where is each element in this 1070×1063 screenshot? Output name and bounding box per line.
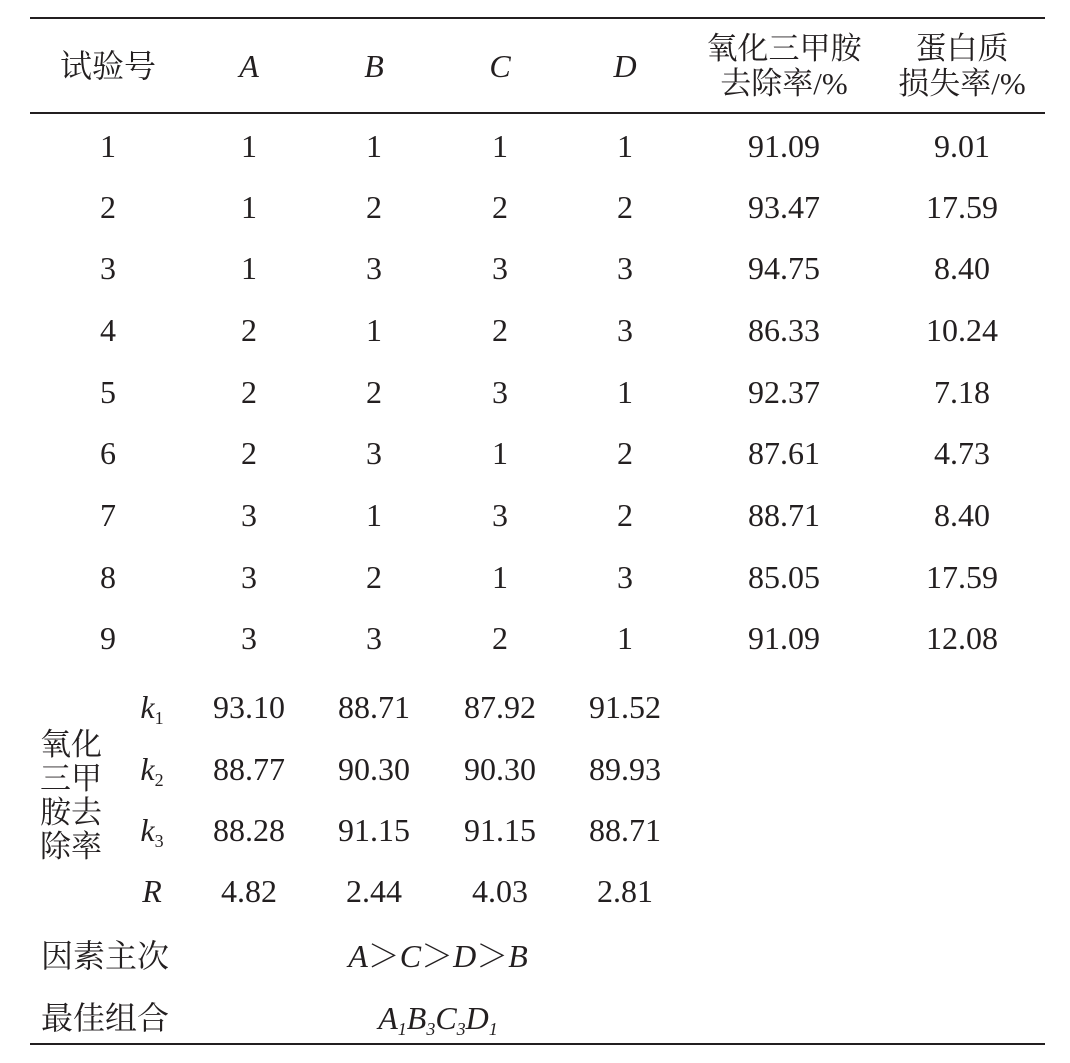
level-a-cell: 3 [241, 497, 257, 533]
level-b-cell: 1 [366, 312, 382, 348]
level-d-cell: 2 [617, 189, 633, 225]
k2-label: $k_2$ [140, 751, 164, 790]
level-c-cell: 1 [492, 559, 508, 595]
protein-loss-cell: 17.59 [926, 189, 998, 225]
level-c-cell: 1 [492, 435, 508, 471]
bottom-rule [30, 1043, 1045, 1045]
k1-label: $k_1$ [140, 689, 164, 728]
trial-no-cell: 1 [100, 128, 116, 164]
level-a-cell: 1 [241, 128, 257, 164]
tmao-removal-cell: 86.33 [748, 312, 820, 348]
factor-order-label: 因素主次 [41, 938, 170, 974]
range-value-c: 4.03 [472, 873, 528, 909]
trial-no-cell: 5 [100, 374, 116, 410]
header-protein-line1: 蛋白质 [915, 31, 1009, 66]
level-a-cell: 1 [241, 250, 257, 286]
header-tmao-line1: 氧化三甲胺 [706, 31, 862, 66]
level-b-cell: 2 [366, 559, 382, 595]
header-factor-c: C [489, 48, 511, 84]
level-a-cell: 2 [241, 435, 257, 471]
tmao-removal-cell: 91.09 [748, 128, 820, 164]
level-c-cell: 3 [492, 497, 508, 533]
level-b-cell: 2 [366, 189, 382, 225]
protein-loss-cell: 4.73 [934, 435, 990, 471]
protein-loss-cell: 8.40 [934, 250, 990, 286]
protein-loss-cell: 12.08 [926, 620, 998, 656]
trial-no-cell: 7 [100, 497, 116, 533]
tmao-removal-cell: 85.05 [748, 559, 820, 595]
level-c-cell: 1 [492, 128, 508, 164]
header-tmao-removal [707, 31, 862, 101]
analysis-group-label-line: 除率 [40, 829, 102, 864]
k-value-b: 90.30 [338, 751, 410, 787]
protein-loss-cell: 9.01 [934, 128, 990, 164]
trial-no-cell: 9 [100, 620, 116, 656]
analysis-group-label [40, 728, 102, 864]
level-c-cell: 3 [492, 374, 508, 410]
level-c-cell: 3 [492, 250, 508, 286]
k-value-b: 91.15 [338, 812, 410, 848]
trial-no-cell: 6 [100, 435, 116, 471]
tmao-removal-cell: 87.61 [748, 435, 820, 471]
k-value-c: 91.15 [464, 812, 536, 848]
level-c-cell: 2 [492, 620, 508, 656]
range-label: R [142, 873, 162, 909]
level-b-cell: 2 [366, 374, 382, 410]
factor-order-value: A＞C＞D＞B [348, 938, 528, 974]
k-value-a: 93.10 [213, 689, 285, 725]
protein-loss-cell: 10.24 [926, 312, 998, 348]
trial-no-cell: 3 [100, 250, 116, 286]
level-d-cell: 3 [617, 559, 633, 595]
header-factor-a: A [239, 48, 259, 84]
level-d-cell: 3 [617, 312, 633, 348]
level-a-cell: 3 [241, 559, 257, 595]
range-value-a: 4.82 [221, 873, 277, 909]
protein-loss-cell: 17.59 [926, 559, 998, 595]
level-d-cell: 2 [617, 497, 633, 533]
level-d-cell: 1 [617, 128, 633, 164]
trial-no-cell: 8 [100, 559, 116, 595]
tmao-removal-cell: 94.75 [748, 250, 820, 286]
level-d-cell: 3 [617, 250, 633, 286]
level-d-cell: 2 [617, 435, 633, 471]
level-a-cell: 2 [241, 312, 257, 348]
level-a-cell: 1 [241, 189, 257, 225]
level-b-cell: 1 [366, 497, 382, 533]
level-b-cell: 1 [366, 128, 382, 164]
header-tmao-line2: 去除率/% [720, 66, 848, 101]
k-value-d: 89.93 [589, 751, 661, 787]
tmao-removal-cell: 91.09 [748, 620, 820, 656]
tmao-removal-cell: 93.47 [748, 189, 820, 225]
best-combo-label: 最佳组合 [41, 1000, 170, 1036]
top-rule [30, 17, 1045, 19]
tmao-removal-cell: 88.71 [748, 497, 820, 533]
level-d-cell: 1 [617, 620, 633, 656]
trial-no-cell: 4 [100, 312, 116, 348]
header-factor-b: B [364, 48, 384, 84]
header-factor-d: D [613, 48, 637, 84]
analysis-group-label-line: 氧化 [40, 727, 102, 762]
k-value-c: 87.92 [464, 689, 536, 725]
best-combo-value: $A_1B_3C_3D_1$ [378, 1000, 498, 1039]
trial-no-cell: 2 [100, 189, 116, 225]
range-value-d: 2.81 [597, 873, 653, 909]
protein-loss-cell: 8.40 [934, 497, 990, 533]
level-b-cell: 3 [366, 435, 382, 471]
tmao-removal-cell: 92.37 [748, 374, 820, 410]
k-value-a: 88.77 [213, 751, 285, 787]
header-trial-no: 试验号 [59, 48, 157, 84]
level-a-cell: 2 [241, 374, 257, 410]
level-a-cell: 3 [241, 620, 257, 656]
header-rule [30, 112, 1045, 114]
analysis-group-label-line: 三甲 [40, 761, 102, 796]
analysis-group-label-line: 胺去 [40, 795, 102, 830]
header-protein-loss [898, 31, 1025, 101]
k-value-a: 88.28 [213, 812, 285, 848]
level-b-cell: 3 [366, 620, 382, 656]
level-d-cell: 1 [617, 374, 633, 410]
k-value-d: 91.52 [589, 689, 661, 725]
k-value-c: 90.30 [464, 751, 536, 787]
header-protein-line2: 损失率/% [898, 66, 1026, 101]
k-value-d: 88.71 [589, 812, 661, 848]
k3-label: $k_3$ [140, 812, 164, 851]
level-b-cell: 3 [366, 250, 382, 286]
level-c-cell: 2 [492, 189, 508, 225]
level-c-cell: 2 [492, 312, 508, 348]
range-value-b: 2.44 [346, 873, 402, 909]
k-value-b: 88.71 [338, 689, 410, 725]
protein-loss-cell: 7.18 [934, 374, 990, 410]
